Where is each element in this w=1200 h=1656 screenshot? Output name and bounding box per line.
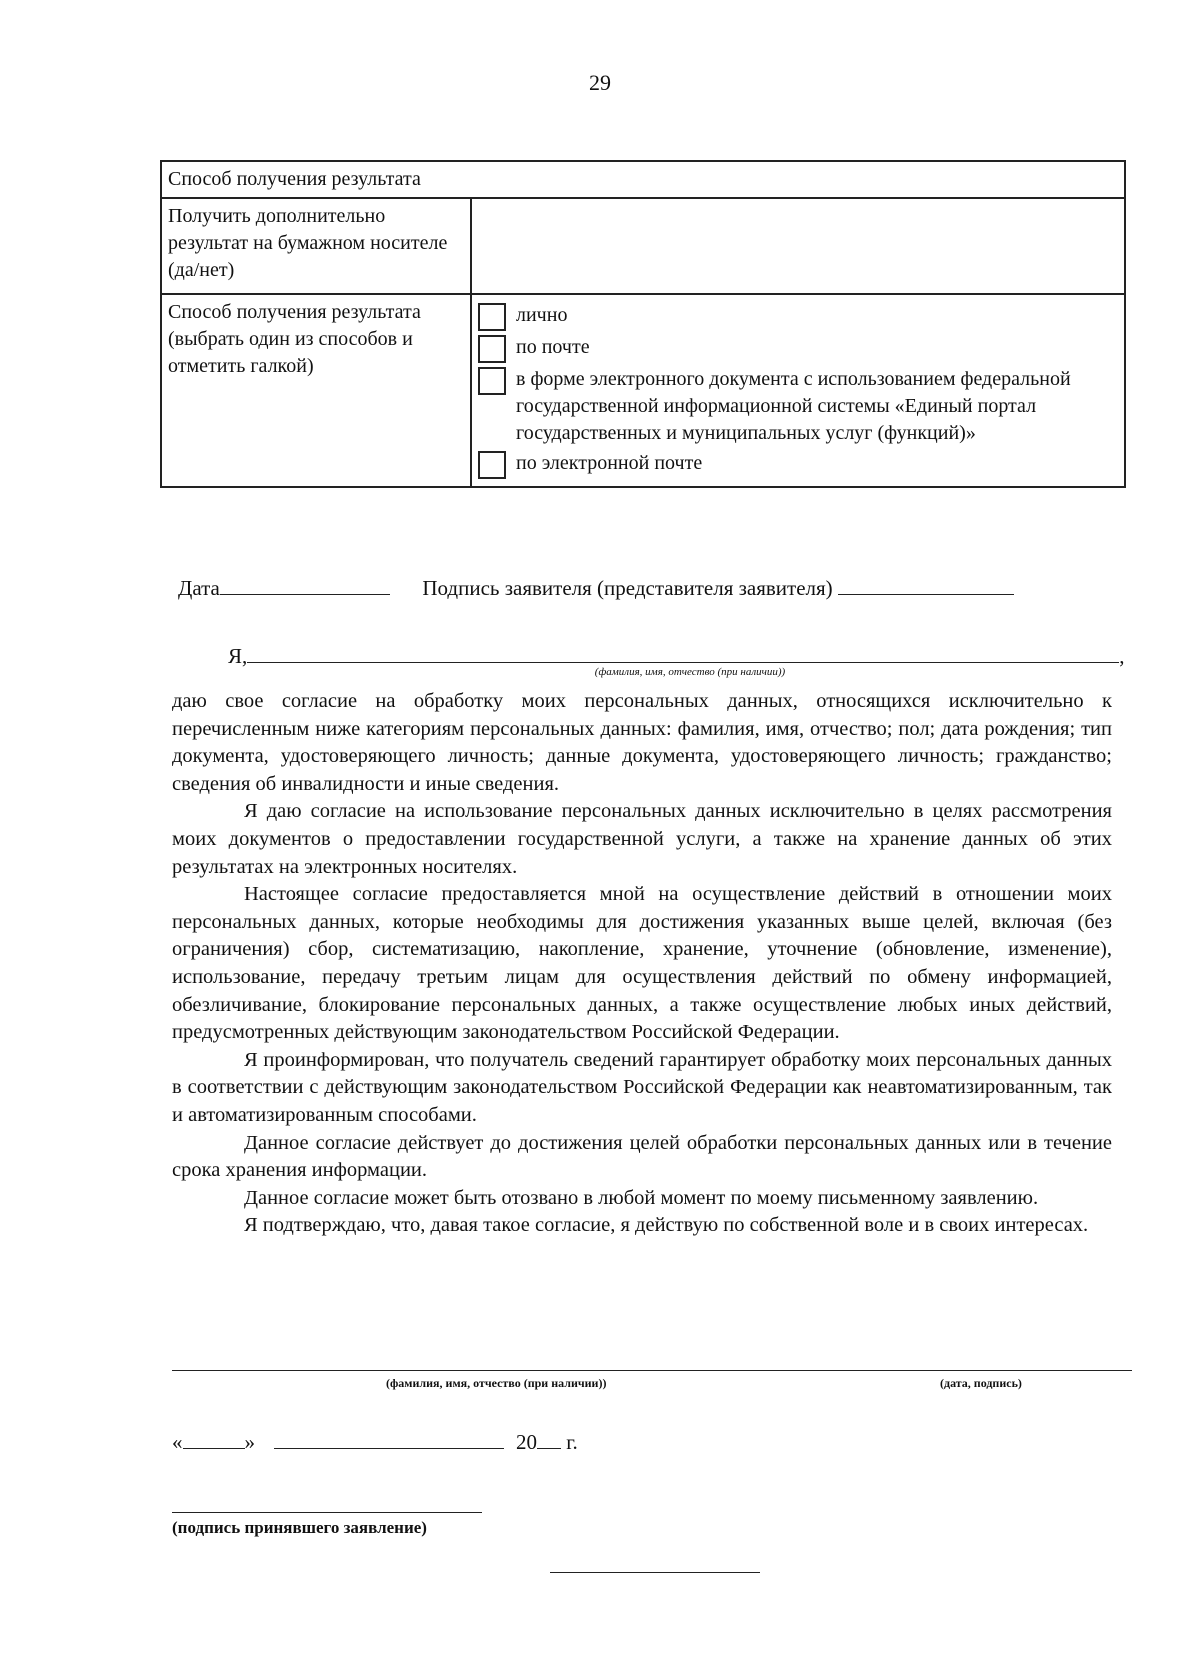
option-label: лично: [516, 304, 568, 326]
month-field[interactable]: [274, 1428, 504, 1449]
fio-caption: (фамилия, имя, отчество (при наличии)): [594, 666, 786, 678]
signature-rule[interactable]: [172, 1370, 1132, 1371]
consent-paragraph: Настоящее согласие предоставляется мной на осуществление действий в отношении моих персональных данных, которые необходимы для достижения указанных выше целей, включая (без ограничения) сбор, систематизацию, накопление, хранение, уточнение (обновление, изменение), использование, передачу третьим лицам для осуществления действий по обмену информацией, обезличивание, блокирование персональных данных, а также осуществление любых иных действий, предусмотренных действующим законодательством Российской Федерации.: [172, 883, 1112, 1044]
consent-text: [172, 688, 1112, 1240]
applicant-name-field[interactable]: [247, 642, 1119, 663]
signature-field[interactable]: [838, 574, 1014, 595]
closing-rule: [550, 1572, 760, 1573]
result-method-table: [160, 160, 1126, 488]
consent-paragraph: Я подтверждаю, что, давая такое согласие, я действую по собственной воле и в своих интересах.: [244, 1214, 1089, 1237]
checkbox[interactable]: [478, 335, 506, 363]
date-field[interactable]: [220, 574, 390, 595]
page-number: 29: [589, 70, 611, 95]
i-label: Я,: [228, 644, 248, 668]
accepted-caption: (подпись принявшего заявление): [172, 1518, 427, 1537]
checkbox[interactable]: [478, 451, 506, 479]
day-field[interactable]: [183, 1428, 245, 1449]
quote-open: «: [172, 1430, 183, 1454]
option-email[interactable]: [478, 450, 1118, 479]
date-signature-row: [178, 574, 1098, 601]
quote-close: »: [244, 1430, 255, 1454]
date-sign-caption: (дата, подпись): [940, 1376, 1022, 1390]
signature-label: Подпись заявителя (представителя заявителя): [422, 576, 833, 600]
year-prefix: 20: [516, 1430, 537, 1454]
year-field[interactable]: [537, 1428, 561, 1449]
method-options: [471, 294, 1125, 487]
table-header: Способ получения результата: [161, 161, 1125, 198]
year-suffix: г.: [566, 1430, 578, 1454]
consent-paragraph: даю свое согласие на обработку моих персональных данных, относящихся исключительно к перечисленным ниже категориям персональных данных: фамилия, имя, отчество; пол; дата рождения; тип документа, удостоверяющего личность; данные документа, удостоверяющего личность; гражданство; сведения об инвалидности и иные сведения.: [172, 690, 1112, 795]
option-label: по электронной почте: [516, 452, 703, 474]
option-label: в форме электронного документа с использованием федеральной государственной информационной системы «Единый портал государственных и муниципальных услуг (функций)»: [516, 368, 1071, 444]
footer-fio-caption: (фамилия, имя, отчество (при наличии)): [386, 1376, 607, 1390]
paper-copy-label: Получить дополнительно результат на бумажном носителе (да/нет): [161, 198, 471, 294]
option-electronic-portal[interactable]: [478, 366, 1118, 447]
day-month-year-row: [172, 1428, 578, 1455]
accepted-signature-rule[interactable]: [172, 1512, 482, 1513]
checkbox[interactable]: [478, 367, 506, 395]
applicant-name-row: [228, 642, 1138, 669]
consent-paragraph: Я даю согласие на использование персональных данных исключительно в целях рассмотрения моих документов о предоставлении государственной услуги, а также на хранение данных об этих результатах на электронных носителях.: [172, 800, 1112, 878]
comma: ,: [1119, 644, 1125, 668]
consent-paragraph: Я проинформирован, что получатель сведений гарантирует обработку моих персональных данных в соответствии с действующим законодательством Российской Федерации как неавтоматизированным, так и автоматизированным способами.: [172, 1048, 1112, 1126]
consent-paragraph: Данное согласие действует до достижения целей обработки персональных данных или в течение срока хранения информации.: [172, 1131, 1112, 1182]
option-in-person[interactable]: [478, 302, 1118, 331]
checkbox[interactable]: [478, 303, 506, 331]
option-label: по почте: [516, 336, 590, 358]
consent-paragraph: Данное согласие может быть отозвано в любой момент по моему письменному заявлению.: [244, 1186, 1039, 1209]
date-label: Дата: [178, 576, 220, 600]
method-label: Способ получения результата (выбрать один из способов и отметить галкой): [161, 294, 471, 487]
paper-copy-value[interactable]: [471, 198, 1125, 294]
option-by-mail[interactable]: [478, 334, 1118, 363]
